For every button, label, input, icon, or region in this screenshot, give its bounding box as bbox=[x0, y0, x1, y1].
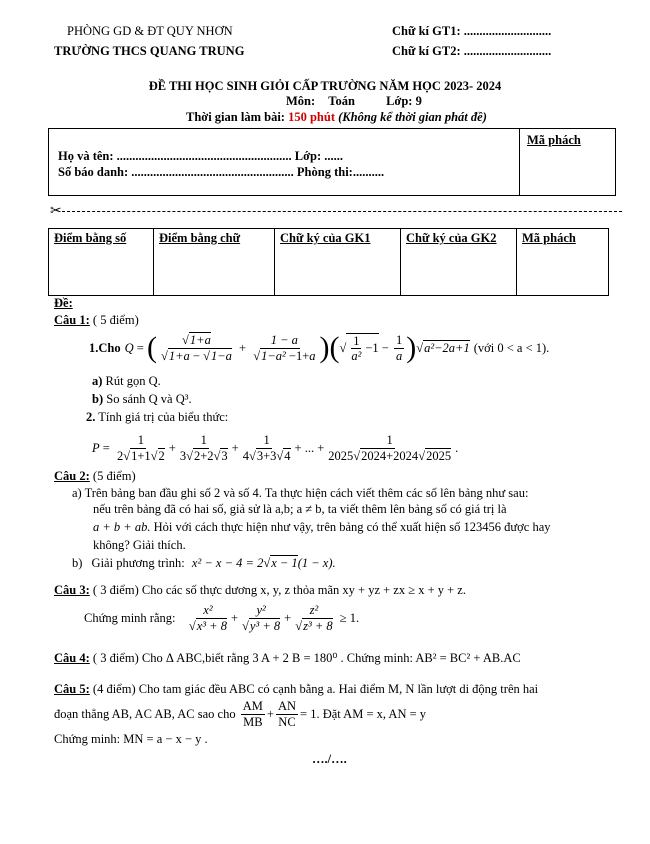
score-words-cell: Điểm bằng chữ bbox=[154, 229, 275, 296]
grading-code-cell: Mã phách bbox=[517, 229, 609, 296]
question-4-label: Câu 4: bbox=[54, 651, 90, 665]
q1-part2-label: 2. bbox=[86, 410, 96, 424]
question-1-formula: 1.Cho Q = ( $\frac{√1+a}{√1+a - √1-a}$ + $\frac{1 - a}{\text{√1−a² −1+a}}$ )( √ $\frac{1}{\text{a²}}$ −1 − $\frac{1}{a}$ ) √ a²−2a+1 (với 0 < a < 1). bbox=[89, 331, 550, 364]
question-3-text: ( 3 điểm) Cho các số thực dương x, y, z thỏa mãn xy + yz + zx ≥ x + y + z. bbox=[92, 583, 466, 597]
question-3-line bbox=[54, 583, 466, 598]
q2a-line4: không? Giải thích. bbox=[93, 538, 186, 552]
grading-table bbox=[48, 228, 609, 296]
question-5-line2: đoạn thẳng AB, AC AB, AC sao cho $\frac{AM}{MB}$ + $\frac{AN}{NC}$ = 1. Đặt AM = x, AN = y bbox=[54, 699, 427, 729]
q1-condition: (với 0 < a < 1). bbox=[473, 340, 550, 355]
question-4-line bbox=[54, 650, 521, 666]
question-5-line bbox=[54, 682, 538, 697]
grader1-signature-cell: Chữ ký của GK1 bbox=[275, 229, 401, 296]
scissors-icon: ✂ bbox=[50, 204, 62, 219]
q1a-text: Rút gọn Q. bbox=[105, 374, 161, 388]
question-2-header bbox=[54, 469, 136, 484]
q2a-question: Hỏi với cách thực hiện như vậy, trên bảng có thể xuất hiện số 123456 được hay bbox=[153, 520, 551, 534]
time-line bbox=[186, 110, 487, 125]
q3-inequality: Chứng minh rằng: $\frac{\text{x²}}{\text{√x³ + 8}}$ + $\frac{\text{y²}}{\text{√y³ + 8}}$ + $\frac{\text{z²}}{\text{√z³ + 8}}$ ≥ 1. bbox=[84, 603, 360, 633]
cut-line bbox=[62, 211, 622, 212]
q2a-expr: a + b + ab. bbox=[93, 520, 151, 534]
problems-heading: Đề: bbox=[54, 296, 73, 310]
exam-title: ĐỀ THI HỌC SINH GIỎI CẤP TRƯỜNG NĂM HỌC 2023- 2024 bbox=[148, 79, 502, 93]
question-5-text: (4 điểm) Cho tam giác đều ABC có cạnh bằng a. Hai điểm M, N lần lượt di động trên hai bbox=[92, 682, 539, 696]
question-2-label: Câu 2: bbox=[54, 469, 90, 483]
question-1-label: Câu 1: bbox=[54, 313, 90, 327]
question-5-label: Câu 5: bbox=[54, 682, 90, 696]
sum-formula: P = $\frac{1}{2√1+1√2}$ + $\frac{1}{3√2+2√3}$ + $\frac{1}{4√3+3√4}$ + ... + $\frac{1}{2025√2024+2024√2025}$ . bbox=[92, 433, 459, 463]
subject-line bbox=[286, 94, 422, 109]
q2b-label: b) bbox=[72, 556, 83, 570]
q1a-label: a) bbox=[92, 374, 103, 388]
department-name: PHÒNG GD & ĐT QUY NHƠN bbox=[67, 24, 233, 38]
score-number-cell: Điểm bằng số bbox=[49, 229, 154, 296]
q1b-text: So sánh Q và Q³. bbox=[106, 392, 192, 406]
question-3-label: Câu 3: bbox=[54, 583, 90, 597]
q2a-line1: a) Trên bảng ban đầu ghi số 2 và số 4. Ta thực hiện cách viết thêm các số lên bảng như sau: bbox=[72, 486, 529, 500]
student-name-field[interactable]: Họ và tên: ........................................................ Lớp: ...... bbox=[58, 149, 344, 163]
question-1-header bbox=[54, 313, 139, 328]
time-label: Thời gian làm bài: bbox=[186, 110, 285, 124]
question-1-part2 bbox=[86, 410, 228, 425]
q5-line2b: = 1. Đặt AM = x, AN = y bbox=[300, 706, 427, 721]
proctor2-signature: Chữ kí GT2: ............................ bbox=[392, 44, 552, 58]
page-end-marker: …./…. bbox=[312, 752, 347, 766]
q2a-line3 bbox=[93, 520, 551, 535]
student-id-field[interactable]: Số báo danh: .................................................... Phòng thi:.......... bbox=[58, 165, 385, 179]
subject-value: Toán bbox=[328, 94, 355, 108]
q3-prove-label: Chứng minh rằng: bbox=[84, 610, 176, 625]
student-info-box bbox=[48, 128, 616, 196]
question-4-text: ( 3 điểm) Cho Δ ABC,biết rằng 3 A + 2 B = 180⁰ . Chứng minh: AB² = BC² + AB.AC bbox=[92, 651, 521, 665]
question-5-line3: Chứng minh: MN = a − x − y . bbox=[54, 732, 208, 746]
q5-line2a: đoạn thẳng AB, AC AB, AC sao cho bbox=[54, 706, 236, 721]
time-value: 150 phút bbox=[288, 110, 335, 124]
subject-label: Môn: bbox=[286, 94, 316, 108]
grader2-signature-cell: Chữ ký của GK2 bbox=[401, 229, 517, 296]
question-1a bbox=[92, 374, 161, 389]
secret-code-label: Mã phách bbox=[527, 133, 581, 147]
question-1b bbox=[92, 392, 192, 407]
q2a-line2: nếu trên bảng đã có hai số, giả sử là a,b; a ≠ b, ta viết thêm lên bảng số có giá trị là bbox=[93, 502, 507, 516]
time-note: (Không kể thời gian phát đề) bbox=[338, 110, 487, 124]
q1-part2-text: Tính giá trị của biểu thức: bbox=[98, 410, 229, 424]
q2b-text: Giải phương trình: bbox=[91, 556, 185, 570]
school-name: TRƯỜNG THCS QUANG TRUNG bbox=[54, 44, 245, 58]
question-2-points: (5 điểm) bbox=[92, 469, 136, 483]
question-2b: b) Giải phương trình: x² − x − 4 = 2√x − 1(1 − x). bbox=[72, 556, 336, 570]
proctor1-signature: Chữ kí GT1: ............................ bbox=[392, 24, 552, 38]
q1-intro: 1.Cho bbox=[89, 340, 121, 355]
grade-label: Lớp: 9 bbox=[386, 94, 422, 108]
question-1-points: ( 5 điểm) bbox=[92, 313, 139, 327]
q1b-label: b) bbox=[92, 392, 104, 406]
